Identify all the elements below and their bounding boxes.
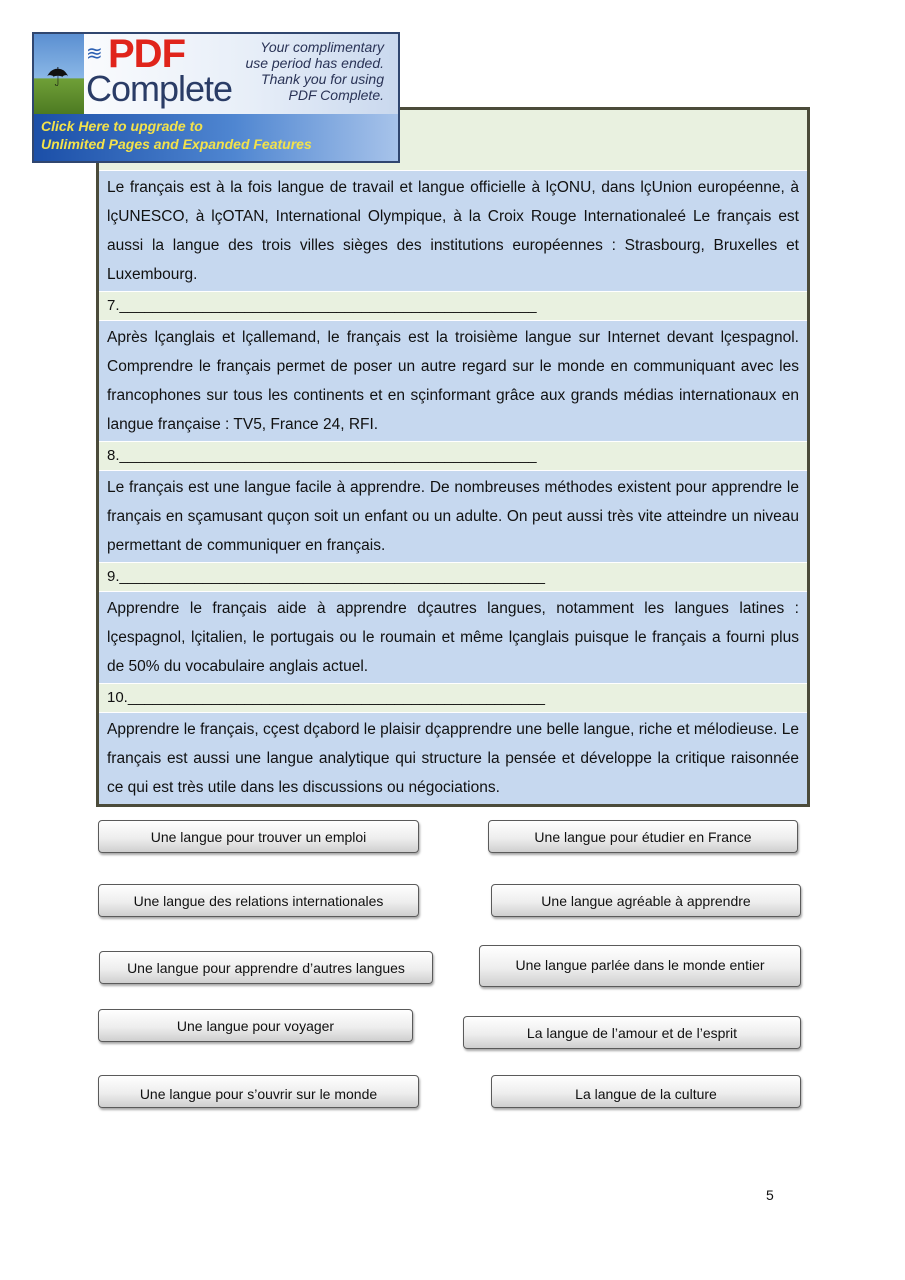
row-heading-8	[99, 441, 807, 470]
umbrella-figure-icon: ☂	[46, 62, 70, 92]
brand-complete: Complete	[86, 68, 233, 109]
paragraph-pleasure: Apprendre le français, cçest dçabord le plaisir dçapprendre une belle langue, riche et mélodieuse. Le français est aussi une langue analytique qui structure la pensée et développe la critique raisonnée ce qui est très utile dans les discussions ou négociations.	[107, 721, 799, 796]
row-text-7	[99, 320, 807, 441]
banner-message	[214, 39, 384, 103]
upgrade-link-line[interactable]: Unlimited Pages and Expanded Features	[41, 136, 312, 152]
row-text-8	[99, 470, 807, 562]
blank-answer-8[interactable]: 8.__________________________________________________	[107, 447, 537, 464]
answer-button-relations[interactable]: Une langue des relations internationales	[98, 884, 419, 917]
row-heading-7	[99, 291, 807, 320]
answer-button-monde-entier[interactable]: Une langue parlée dans le monde entier	[479, 945, 801, 987]
brand-pdf: PDF	[108, 32, 185, 76]
layers-icon: ≋	[86, 43, 103, 65]
blank-answer-7[interactable]: 7.__________________________________________________	[107, 297, 537, 314]
row-text-9	[99, 591, 807, 683]
row-heading-10	[99, 683, 807, 712]
answer-button-agreable[interactable]: Une langue agréable à apprendre	[491, 884, 801, 917]
banner-message-line: Thank you for using	[261, 71, 384, 87]
page-number: 5	[766, 1187, 774, 1203]
blank-answer-9[interactable]: 9.___________________________________________________	[107, 568, 545, 585]
upgrade-link[interactable]	[41, 117, 312, 153]
blank-answer-10[interactable]: 10.__________________________________________________	[107, 689, 545, 706]
row-text-6	[99, 170, 807, 291]
banner-message-line: PDF Complete.	[288, 87, 384, 103]
paragraph-international: Le français est à la fois langue de travail et langue officielle à lçONU, dans lçUnion européenne, à lçUNESCO, à lçOTAN, International Olympique, à la Croix Rouge Internationaleé Le français est aussi la langue des trois villes sièges des institutions européennes : Strasbourg, Bruxelles et Luxembourg.	[107, 179, 799, 283]
answer-button-emploi[interactable]: Une langue pour trouver un emploi	[98, 820, 419, 853]
answer-button-amour[interactable]: La langue de l’amour et de l’esprit	[463, 1016, 801, 1049]
paragraph-other-languages: Apprendre le français aide à apprendre dçautres langues, notamment les langues latines : lçespagnol, lçitalien, le portugais ou le roumain et même lçanglais puisque le français a fourni plus de 50% du vocabulaire anglais actuel.	[107, 600, 799, 675]
answer-button-etudier[interactable]: Une langue pour étudier en France	[488, 820, 798, 853]
answer-button-autres-langues[interactable]: Une langue pour apprendre d’autres langues	[99, 951, 433, 984]
row-heading-9	[99, 562, 807, 591]
row-text-10	[99, 712, 807, 804]
paragraph-easy: Le français est une langue facile à apprendre. De nombreuses méthodes existent pour apprendre le français en sçamusant quçon soit un enfant ou un adulte. On peut aussi très vite atteindre un niveau permettant de communiquer en français.	[107, 479, 799, 554]
worksheet-table	[96, 107, 810, 807]
paragraph-internet: Après lçanglais et lçallemand, le français est la troisième langue sur Internet devant lçespagnol. Comprendre le français permet de poser un autre regard sur le monde en communiquant avec les francophones sur tous les continents et en sçinformant grâce aux grands médias internationaux en langue française : TV5, France 24, RFI.	[107, 329, 799, 433]
banner-message-line: use period has ended.	[245, 55, 384, 71]
answer-button-ouvrir[interactable]: Une langue pour s’ouvrir sur le monde	[98, 1075, 419, 1108]
answer-button-culture[interactable]: La langue de la culture	[491, 1075, 801, 1108]
banner-message-line: Your complimentary	[260, 39, 384, 55]
answer-button-voyager[interactable]: Une langue pour voyager	[98, 1009, 413, 1042]
upgrade-link-line[interactable]: Click Here to upgrade to	[41, 118, 203, 134]
pdf-complete-banner[interactable]	[32, 32, 400, 163]
